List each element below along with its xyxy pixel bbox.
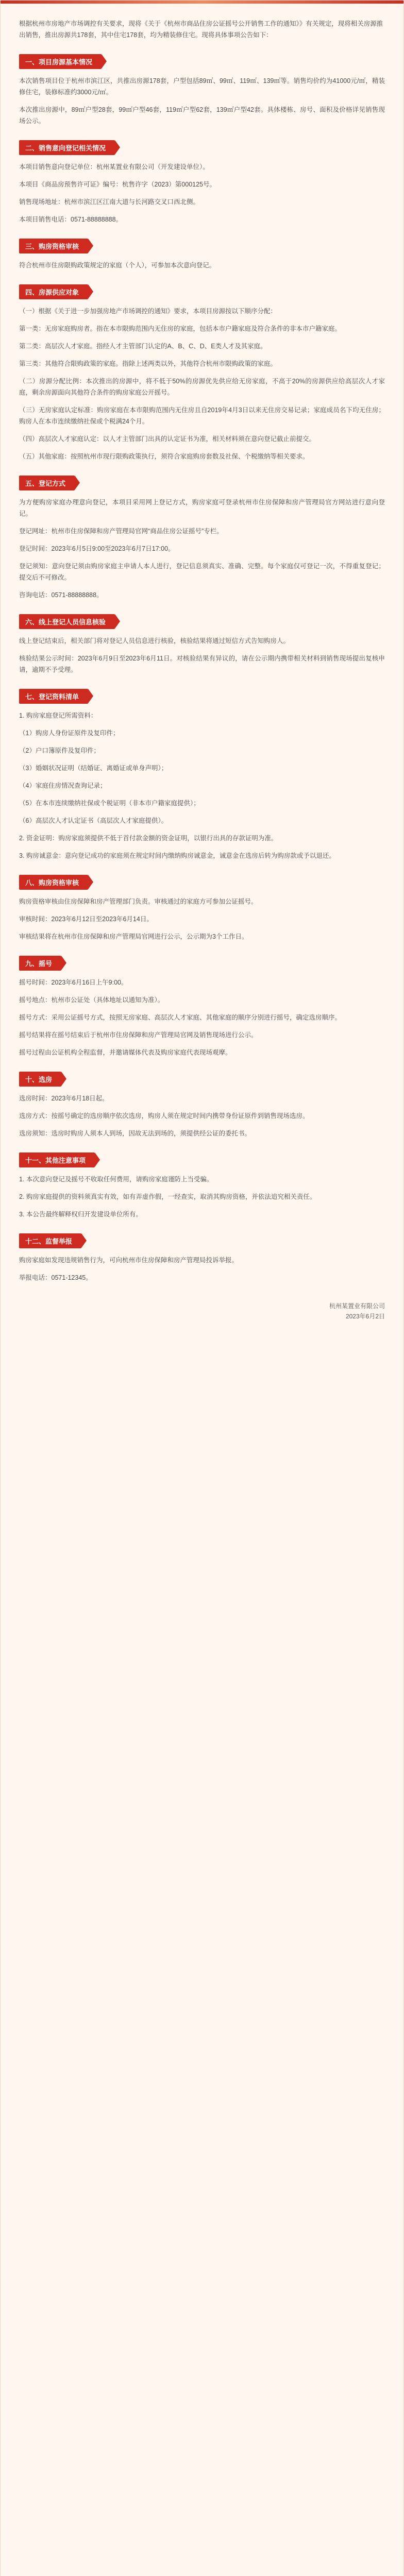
section-paragraph: 符合杭州市住房限购政策规定的家庭（个人），可参加本次意向登记。 [19,262,216,269]
section-title: 八、购房资格审核 [19,875,88,890]
section-paragraph: 第一类：无房家庭购房者。指在本市限购范围内无住房的家庭，包括本市户籍家庭及符合条件的非本市户籍家庭。 [19,325,342,332]
section-2 [19,140,385,225]
intro-paragraph: 根据杭州市房地产市场调控有关要求，现将《关于《杭州市商品住房公证摇号公开销售工作的通知》》有关规定，现将相关房源推出销售，推出房源共178套，其中住宅178套，均为精装修住宅。现将具体事项公告如下： [19,20,383,39]
section-11 [19,1153,385,1220]
section-title: 十、选房 [19,1072,61,1087]
section-title: 十一、其他注意事项 [19,1153,95,1167]
section-paragraph: （三）无房家庭认定标准：购房家庭在本市限购范围内无住房且自2019年4月3日以来无住房交易记录；家庭成员名下均无住房；购房人在本市连续缴纳社保或个税满24个月。 [19,406,385,425]
section-paragraph: 选房方式：按摇号确定的选房顺序依次选房，购房人须在规定时间内携带身份证原件到销售现场选房。 [19,1112,309,1120]
section-7 [19,689,385,861]
section-1 [19,54,385,127]
section-paragraph: 核验结果公示时间：2023年6月9日至2023年6月11日。对核验结果有异议的，请在公示期内携带相关材料到销售现场提出复核申请，逾期不予受理。 [19,655,385,673]
section-paragraph: （一）根据《关于进一步加强房地产市场调控的通知》要求，本项目房源按以下顺序分配： [19,308,277,315]
section-title: 三、购房资格审核 [19,239,88,253]
section-paragraph: 第二类：高层次人才家庭。指经人才主管部门认定的A、B、C、D、E类人才及其家庭。 [19,343,267,350]
section-paragraph: （四）高层次人才家庭认定：以人才主管部门出具的认定证书为准，相关材料须在意向登记截止前提交。 [19,435,316,443]
section-title: 十二、监督举报 [19,1233,81,1248]
section-paragraph: 审核结果将在杭州市住房保障和房产管理局官网进行公示，公示期为3个工作日。 [19,933,248,940]
section-title: 一、项目房源基本情况 [19,54,102,69]
section-paragraph: （2）户口簿原件及复印件； [19,747,100,754]
section-title: 七、登记资料清单 [19,689,88,704]
section-paragraph: （二）房源分配比例：本次推出的房源中，将不低于50%的房源优先供应给无房家庭，不高于20%的房源供应给高层次人才家庭，剩余房源面向其他符合条件的购房家庭公开摇号。 [19,378,385,396]
section-5 [19,476,385,601]
section-paragraph: 登记须知：意向登记须由购房家庭主申请人本人进行，登记信息须真实、准确、完整。每个家庭仅可登记一次，不得重复登记；提交后不可修改。 [19,563,385,581]
section-paragraph: （3）婚姻状况证明（结婚证、离婚证或单身声明）； [19,765,168,772]
section-paragraph: 2. 购房家庭提供的资料须真实有效，如有弄虚作假，一经查实，取消其购房资格，并依法追究相关责任。 [19,1193,316,1200]
section-paragraph: 选房时间：2023年6月18日起。 [19,1095,109,1102]
section-paragraph: （4）家庭住房情况查询记录； [19,782,107,789]
section-8 [19,875,385,942]
section-paragraph: 摇号结果将在摇号结束后于杭州市住房保障和房产管理局官网及销售现场进行公示。 [19,1031,258,1039]
section-paragraph: 摇号方式：采用公证摇号方式，按照无房家庭、高层次人才家庭、其他家庭的顺序分别进行摇号，确定选房顺序。 [19,1014,342,1021]
section-title: 五、登记方式 [19,476,75,490]
section-paragraph: 本次推出房源中，89㎡户型28套，99㎡户型46套，119㎡户型62套，139㎡户型42套。具体楼栋、房号、面积及价格详见销售现场公示。 [19,106,385,125]
footer-date: 2023年6月2日 [345,1313,385,1320]
section-paragraph: 本项目销售电话：0571-88888888。 [19,216,123,223]
section-12 [19,1233,385,1283]
top-decoration [1,1,403,4]
section-paragraph: （5）在本市连续缴纳社保或个税证明（非本市户籍家庭提供）； [19,800,200,807]
section-paragraph: 举报电话：0571-12345。 [19,1274,92,1281]
section-paragraph: 咨询电话：0571-88888888。 [19,591,103,599]
section-paragraph: 1. 本次意向登记及摇号不收取任何费用，请购房家庭谨防上当受骗。 [19,1176,213,1183]
sections-container [1,54,403,1283]
section-4 [19,284,385,462]
section-6 [19,614,385,675]
section-10 [19,1072,385,1139]
section-9 [19,956,385,1058]
section-paragraph: 3. 购房诚意金：意向登记成功的家庭须在规定时间内缴纳购房诚意金，诚意金在选房后转为购房款或予以退还。 [19,852,335,859]
section-title: 四、房源供应对象 [19,284,88,299]
section-paragraph: 2. 资金证明：购房家庭须提供不低于首付款金额的资金证明，以银行出具的存款证明为准。 [19,835,278,842]
footer [19,1301,385,1321]
section-paragraph: 摇号时间：2023年6月16日上午9:00。 [19,979,128,986]
section-paragraph: 1. 购房家庭登记所需资料： [19,712,97,719]
section-paragraph: 摇号过程由公证机构全程监督，并邀请媒体代表及购房家庭代表现场观摩。 [19,1049,232,1056]
section-paragraph: （1）购房人身份证原件及复印件； [19,730,120,737]
section-paragraph: 购房资格审核由住房保障和房产管理部门负责。审核通过的家庭方可参加公证摇号。 [19,898,258,905]
section-paragraph: 购房家庭如发现违规销售行为，可向杭州市住房保障和房产管理局投诉举报。 [19,1257,239,1264]
section-paragraph: 销售现场地址：杭州市滨江区江南大道与长河路交叉口西北侧。 [19,198,200,206]
section-title: 六、线上登记人员信息核验 [19,614,115,629]
section-paragraph: 审核时间：2023年6月12日至2023年6月14日。 [19,916,153,923]
footer-org: 杭州某置业有限公司 [329,1302,385,1310]
section-paragraph: 登记网址：杭州市住房保障和房产管理局官网“商品住房公证摇号”专栏。 [19,528,223,535]
section-paragraph: （6）高层次人才认定证书（高层次人才家庭提供）。 [19,817,168,824]
section-paragraph: 3. 本公告最终解释权归开发建设单位所有。 [19,1211,142,1218]
section-paragraph: 选房须知：选房时购房人须本人到场，因故无法到场的，须提供经公证的委托书。 [19,1130,251,1137]
section-paragraph: 本项目《商品房预售许可证》编号：杭售许字（2023）第000125号。 [19,181,216,188]
section-paragraph: 线上登记结束后，相关部门将对登记人员信息进行核验，核验结果将通过短信方式告知购房人。 [19,637,290,645]
section-paragraph: 登记时间：2023年6月5日9:00至2023年6月7日17:00。 [19,545,175,552]
section-title: 二、销售意向登记相关情况 [19,140,115,155]
section-title: 九、摇号 [19,956,61,971]
section-3 [19,239,385,271]
section-paragraph: （五）其他家庭：按照杭州市现行限购政策执行，须符合家庭购房套数及社保、个税缴纳等相关要求。 [19,453,309,460]
section-paragraph: 本项目销售意向登记单位：杭州某置业有限公司（开发建设单位）。 [19,163,209,171]
section-paragraph: 摇号地点：杭州市公证处（具体地址以通知为准）。 [19,996,164,1004]
section-paragraph: 第三类：其他符合限购政策的家庭。指除上述两类以外，其他符合杭州市限购政策的家庭。 [19,360,277,367]
section-paragraph: 本次销售项目位于杭州市滨江区，共推出房源178套，户型包括89㎡、99㎡、119㎡、139㎡等。销售均价约为41000元/㎡，精装修住宅，装修标准约3000元/㎡。 [19,77,385,96]
section-paragraph: 为方便购房家庭办理意向登记，本项目采用网上登记方式，购房家庭可登录杭州市住房保障和房产管理局官方网站进行意向登记。 [19,499,385,517]
